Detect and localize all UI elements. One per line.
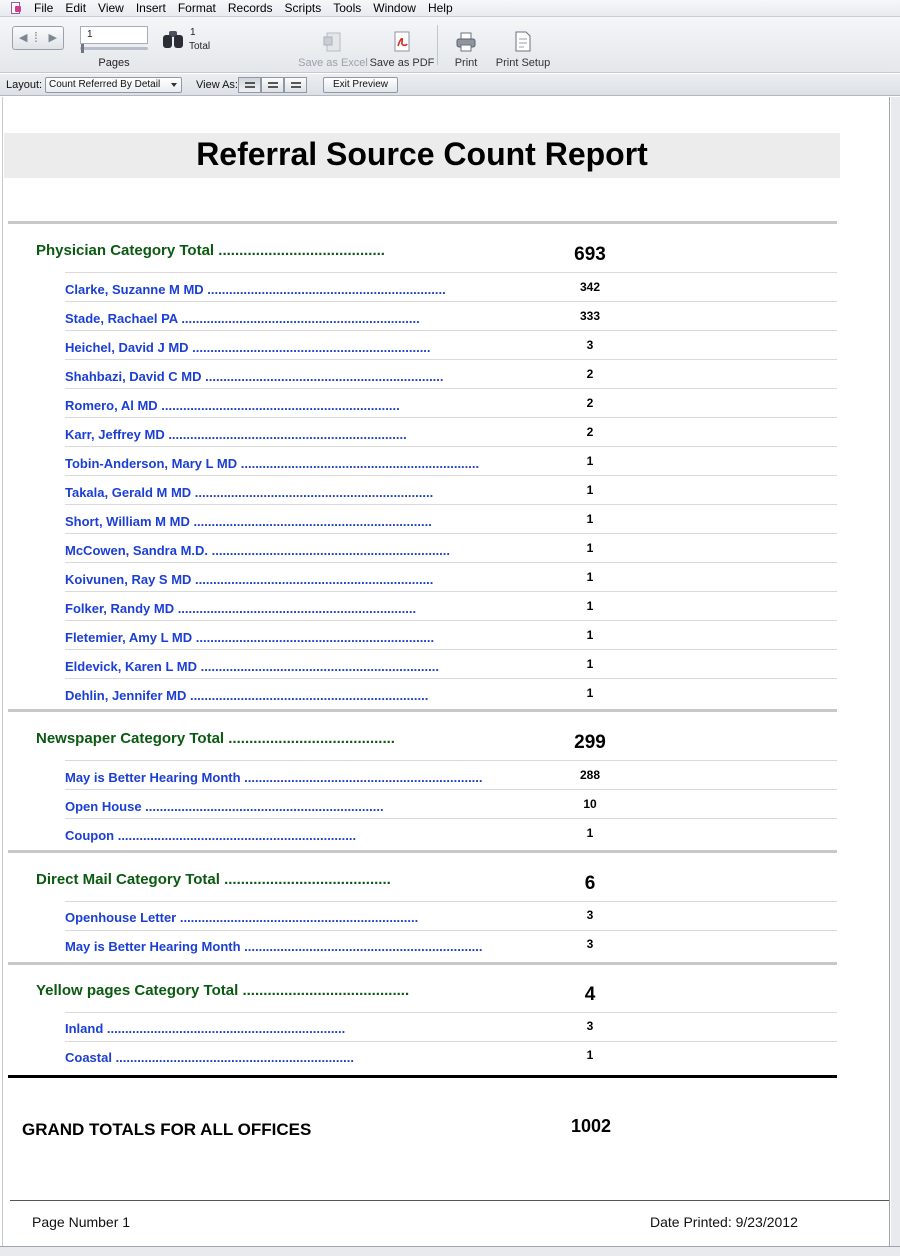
save-as-pdf-button[interactable] xyxy=(368,17,436,73)
row-divider xyxy=(65,330,837,331)
list-item-value: 2 xyxy=(586,425,594,439)
row-divider xyxy=(65,930,837,931)
list-item-value: 1 xyxy=(586,599,594,613)
row-divider xyxy=(65,649,837,650)
binoculars-icon xyxy=(162,29,184,49)
list-item-label: Takala, Gerald M MD .................................................................. xyxy=(65,485,434,500)
list-item-label: McCowen, Sandra M.D. .................................................................. xyxy=(65,543,451,558)
page-number-footer: Page Number 1 xyxy=(32,1214,131,1230)
category-total-label: Newspaper Category Total ........................................ xyxy=(36,730,395,747)
menu-file[interactable]: File xyxy=(34,0,54,15)
row-divider xyxy=(65,475,837,476)
category-divider xyxy=(8,850,837,853)
footer-divider xyxy=(10,1200,889,1201)
page-setup-icon xyxy=(512,30,534,54)
list-item-value: 1 xyxy=(586,1048,594,1062)
list-item-value: 10 xyxy=(583,797,597,811)
grand-total-divider xyxy=(8,1075,837,1078)
list-item-value: 2 xyxy=(586,396,594,410)
category-total-value: 693 xyxy=(574,244,606,265)
list-item-label: Eldevick, Karen L MD .................................................................. xyxy=(65,659,439,674)
menu-format[interactable]: Format xyxy=(177,0,216,15)
list-item-value: 1 xyxy=(586,570,594,584)
row-divider xyxy=(65,760,837,761)
category-divider xyxy=(8,962,837,965)
row-divider xyxy=(65,533,837,534)
row-divider xyxy=(65,818,837,819)
row-divider xyxy=(65,562,837,563)
list-item-label: Tobin-Anderson, Mary L MD .................................................................. xyxy=(65,456,480,471)
menu-insert[interactable]: Insert xyxy=(135,0,166,15)
list-item-label: Koivunen, Ray S MD .................................................................. xyxy=(65,572,434,587)
chevron-down-icon xyxy=(171,83,177,87)
list-item-value: 288 xyxy=(579,768,601,782)
date-printed-footer: Date Printed: 9/23/2012 xyxy=(650,1214,798,1230)
view-as-label: View As: xyxy=(196,79,238,91)
book-icon: ⁞ xyxy=(34,29,38,45)
list-item-value: 333 xyxy=(579,309,601,323)
list-item-label: Short, William M MD .................................................................. xyxy=(65,514,432,529)
view-as-form-button[interactable] xyxy=(238,77,261,93)
print-setup-label: Print Setup xyxy=(495,57,551,69)
list-item-value: 1 xyxy=(586,483,594,497)
list-item-value: 3 xyxy=(586,1019,594,1033)
window-bottom-edge xyxy=(0,1246,900,1256)
page-number-field[interactable]: 1 xyxy=(80,26,148,44)
list-item-value: 1 xyxy=(586,541,594,555)
list-item-value: 1 xyxy=(586,657,594,671)
book-navigator[interactable] xyxy=(12,26,64,50)
list-item-value: 1 xyxy=(586,686,594,700)
row-divider xyxy=(65,1041,837,1042)
form-view-icon xyxy=(245,82,255,88)
layout-dropdown-value: Count Referred By Detail xyxy=(49,79,161,90)
category-total-label: Physician Category Total ........................................ xyxy=(36,242,385,259)
list-item-label: Romero, Al MD .................................................................. xyxy=(65,398,400,413)
print-label: Print xyxy=(454,57,478,69)
row-divider xyxy=(65,789,837,790)
layout-label: Layout: xyxy=(6,79,43,91)
menu-view[interactable]: View xyxy=(98,0,124,15)
list-item-label: Coupon .................................................................. xyxy=(65,828,357,843)
list-item-label: May is Better Hearing Month .................................................................. xyxy=(65,939,483,954)
list-item-label: Folker, Randy MD .................................................................. xyxy=(65,601,417,616)
layout-bar xyxy=(0,74,900,96)
list-item-value: 3 xyxy=(586,908,594,922)
next-page-icon[interactable]: ▶ xyxy=(48,32,57,44)
print-button[interactable] xyxy=(446,17,486,73)
printer-icon xyxy=(455,30,477,54)
total-label: Total xyxy=(189,41,211,52)
app-document-icon[interactable] xyxy=(10,2,22,15)
row-divider xyxy=(65,504,837,505)
layout-dropdown[interactable] xyxy=(45,77,182,93)
list-item-value: 1 xyxy=(586,826,594,840)
list-item-label: Heichel, David J MD .................................................................. xyxy=(65,340,431,355)
list-item-label: May is Better Hearing Month .................................................................. xyxy=(65,770,483,785)
pdf-icon xyxy=(391,30,413,54)
status-toolbar xyxy=(0,17,900,73)
list-item-label: Dehlin, Jennifer MD .................................................................. xyxy=(65,688,429,703)
list-item-label: Karr, Jeffrey MD .................................................................. xyxy=(65,427,407,442)
category-total-label: Direct Mail Category Total ........................................ xyxy=(36,871,391,888)
grand-total-value: 1002 xyxy=(570,1116,612,1136)
list-item-label: Open House .................................................................. xyxy=(65,799,384,814)
list-item-label: Coastal .................................................................. xyxy=(65,1050,354,1065)
menu-bar xyxy=(0,0,900,17)
list-item-label: Openhouse Letter .................................................................. xyxy=(65,910,419,925)
row-divider xyxy=(65,1012,837,1013)
list-item-label: Inland .................................................................. xyxy=(65,1021,346,1036)
list-item-value: 1 xyxy=(586,512,594,526)
list-item-value: 3 xyxy=(586,937,594,951)
row-divider xyxy=(65,417,837,418)
page-edge xyxy=(2,97,3,1256)
previous-page-icon[interactable]: ◀ xyxy=(19,32,28,44)
category-total-label: Yellow pages Category Total ........................................ xyxy=(36,982,410,999)
page-edge xyxy=(889,97,890,1256)
row-divider xyxy=(65,591,837,592)
table-view-icon xyxy=(291,82,301,88)
exit-preview-button[interactable]: Exit Preview xyxy=(323,77,398,93)
view-as-table-button[interactable] xyxy=(284,77,307,93)
menu-help[interactable]: Help xyxy=(427,0,453,15)
category-total-value: 299 xyxy=(574,732,606,753)
row-divider xyxy=(65,388,837,389)
list-item-label: Shahbazi, David C MD .................................................................. xyxy=(65,369,444,384)
menu-tools[interactable]: Tools xyxy=(333,0,362,15)
toolbar-separator xyxy=(437,25,438,65)
menu-scripts[interactable]: Scripts xyxy=(284,0,322,15)
category-divider xyxy=(8,221,837,224)
list-item-label: Clarke, Suzanne M MD .................................................................. xyxy=(65,282,446,297)
save-as-pdf-label: Save as PDF xyxy=(369,57,435,69)
category-total-value: 4 xyxy=(584,984,596,1005)
row-divider xyxy=(65,446,837,447)
menu-records[interactable]: Records xyxy=(227,0,273,15)
page-slider[interactable] xyxy=(80,47,148,50)
row-divider xyxy=(65,678,837,679)
menu-window[interactable]: Window xyxy=(373,0,416,15)
list-item-value: 1 xyxy=(586,454,594,468)
list-item-label: Stade, Rachael PA .................................................................. xyxy=(65,311,420,326)
view-as-list-button[interactable] xyxy=(261,77,284,93)
category-divider xyxy=(8,709,837,712)
list-item-value: 3 xyxy=(586,338,594,352)
excel-icon xyxy=(322,30,344,54)
list-item-value: 342 xyxy=(579,280,601,294)
list-item-label: Fletemier, Amy L MD .................................................................. xyxy=(65,630,435,645)
row-divider xyxy=(65,901,837,902)
grand-total-label: GRAND TOTALS FOR ALL OFFICES xyxy=(22,1120,312,1139)
list-item-value: 1 xyxy=(586,628,594,642)
pages-label: Pages xyxy=(98,57,130,69)
save-as-excel-button[interactable] xyxy=(296,17,370,73)
menu-edit[interactable]: Edit xyxy=(65,0,87,15)
report-page xyxy=(0,97,900,1256)
row-divider xyxy=(65,272,837,273)
list-view-icon xyxy=(268,82,278,88)
row-divider xyxy=(65,359,837,360)
page-slider-thumb[interactable] xyxy=(81,44,84,53)
page-shadow xyxy=(891,97,900,1256)
total-count: 1 xyxy=(190,27,196,38)
report-title: Referral Source Count Report xyxy=(196,136,648,172)
list-item-value: 2 xyxy=(586,367,594,381)
print-setup-button[interactable] xyxy=(492,17,554,73)
row-divider xyxy=(65,620,837,621)
row-divider xyxy=(65,301,837,302)
save-as-excel-label: Save as Excel xyxy=(298,57,368,69)
category-total-value: 6 xyxy=(584,873,596,894)
